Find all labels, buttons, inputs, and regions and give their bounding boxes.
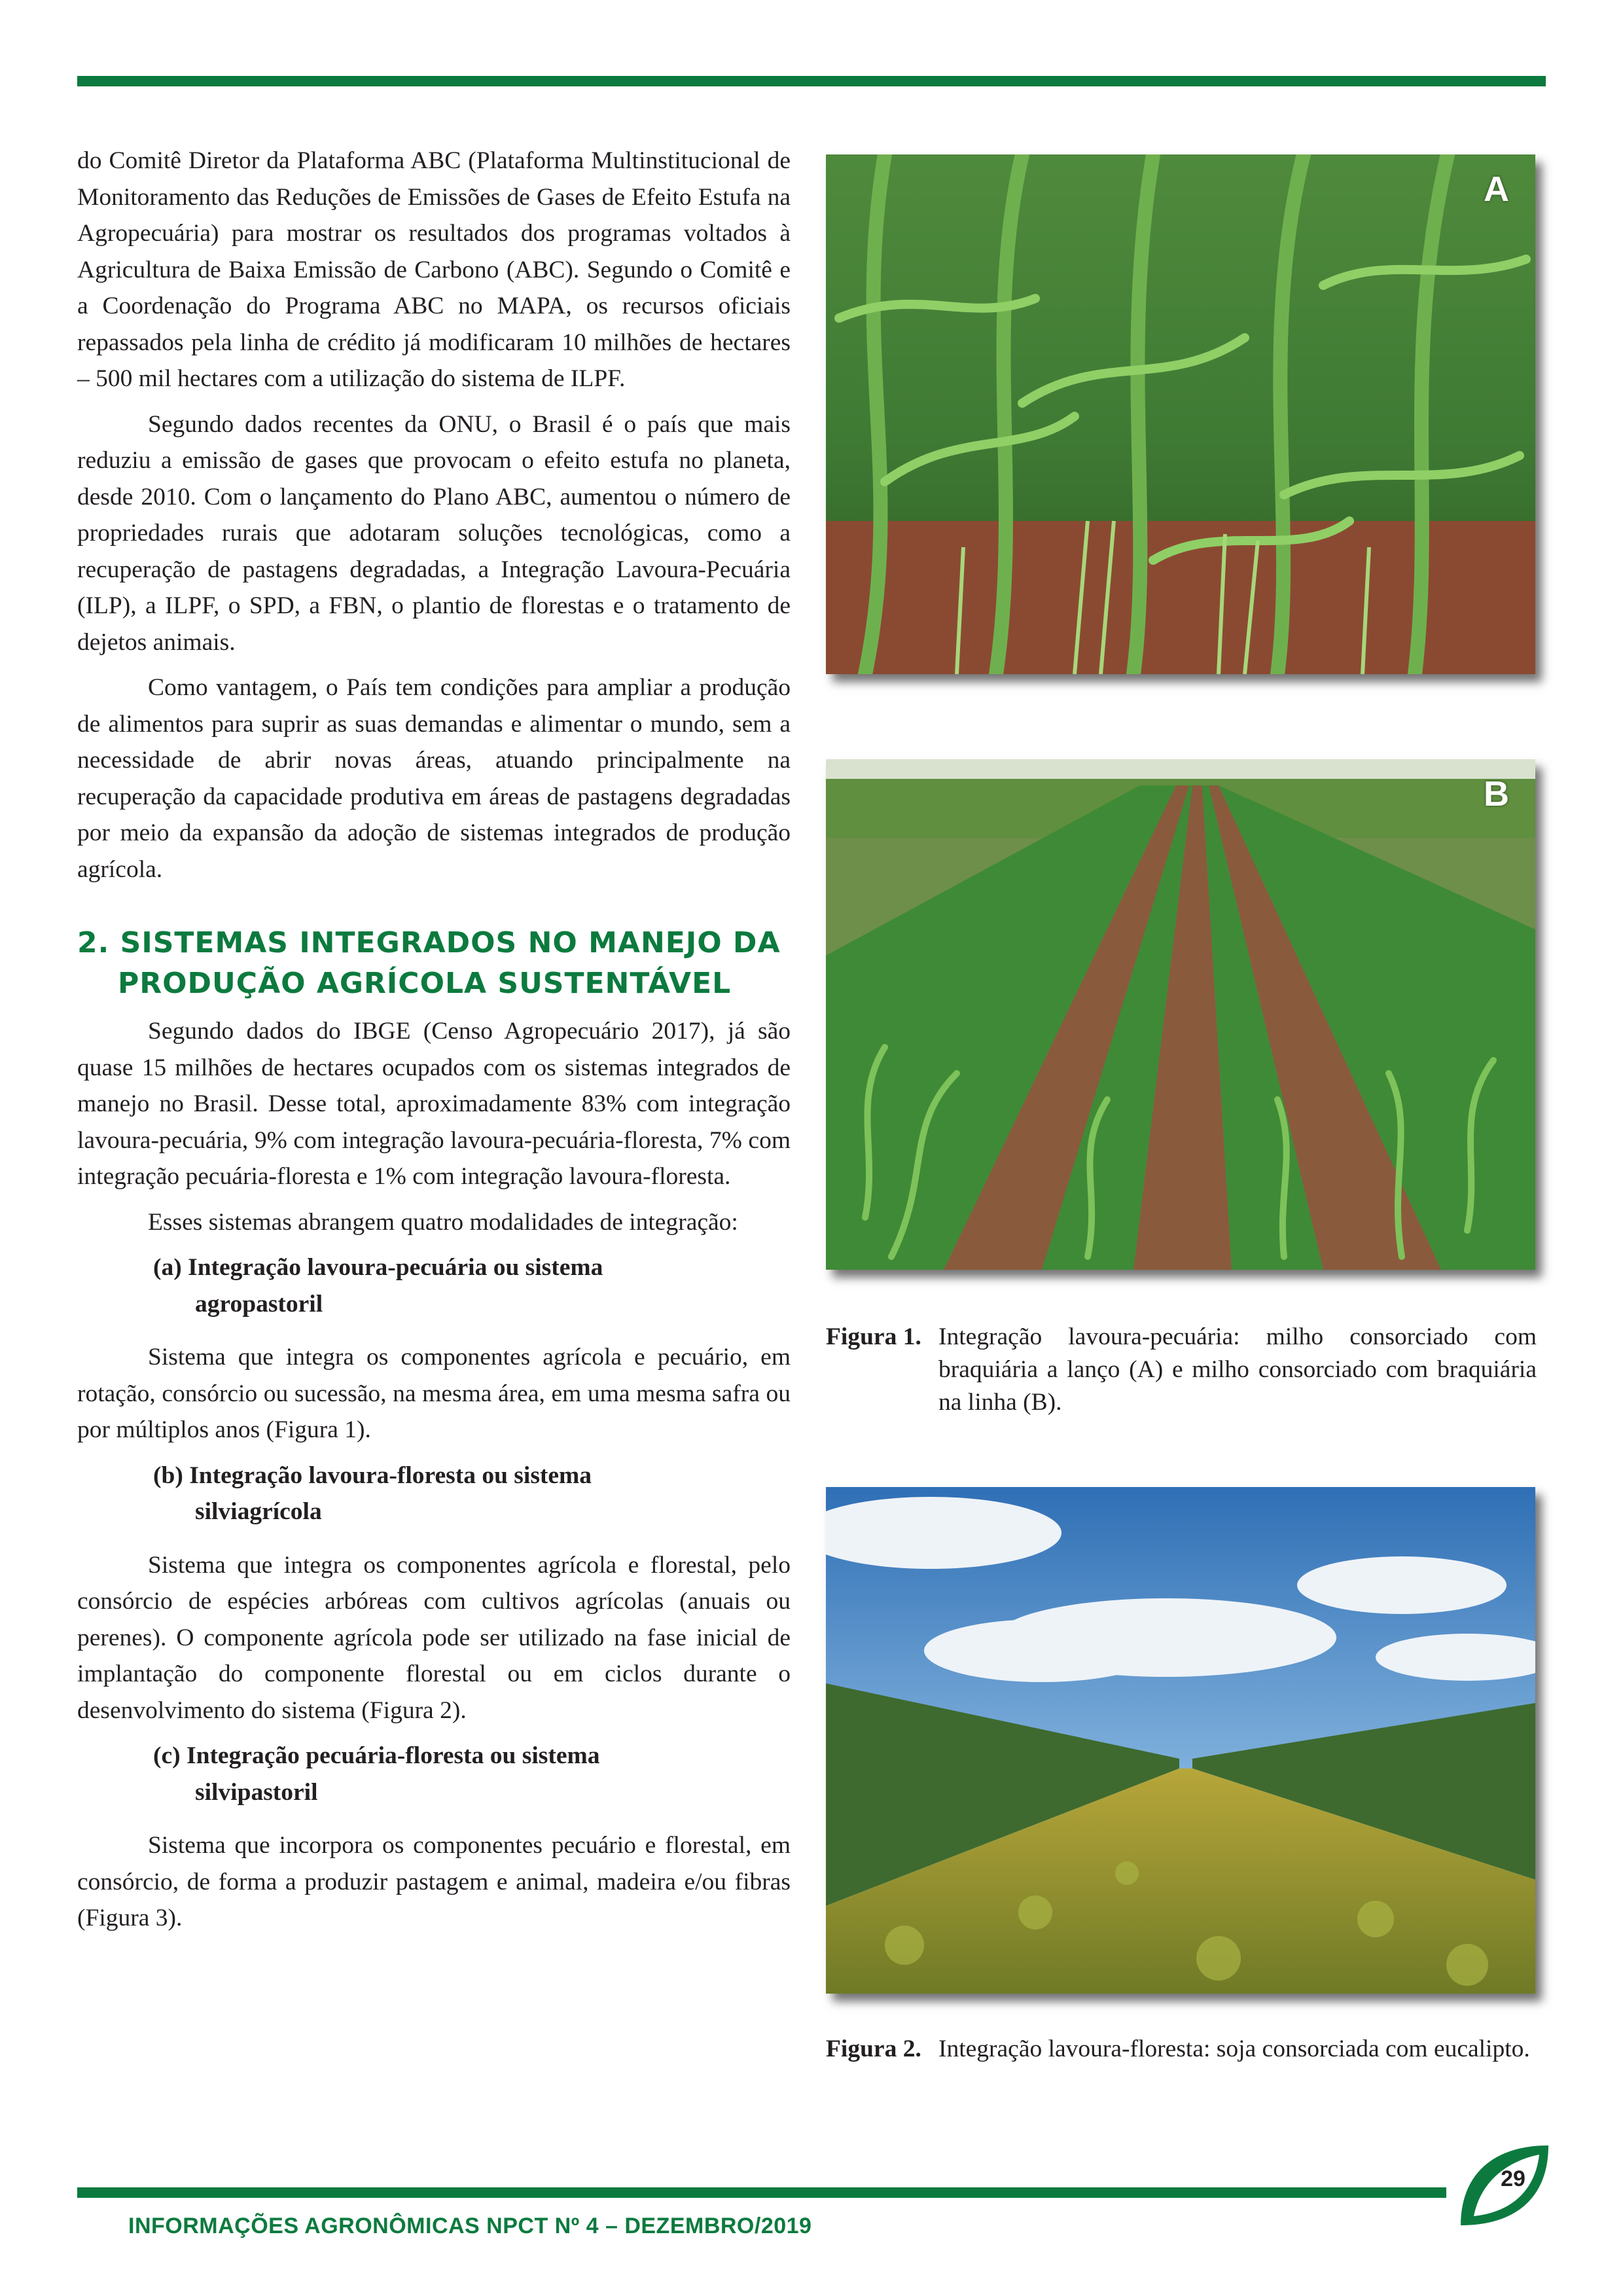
publication-footer: INFORMAÇÕES AGRONÔMICAS NPCT Nº 4 – DEZEMBRO/2019 <box>128 2214 812 2238</box>
figure2-caption-text: Integração lavoura-floresta: soja consorciada com eucalipto. <box>938 2036 1530 2062</box>
section-paragraph: Esses sistemas abrangem quatro modalidades de integração: <box>148 1208 738 1236</box>
corn-closeup-image <box>826 154 1535 674</box>
section-paragraph: Segundo dados do IBGE (Censo Agropecuário 2017), já são quase 15 milhões de hectares ocupados com os sistemas integrados de manejo no Brasil. Desse total, aproximadamente 83% com integração lavoura-pecuária, 9% com integração lavoura-pecuária-floresta, 7% com integração pecuária-floresta e 1% com integração lavoura-floresta. <box>77 1018 791 1190</box>
modality-heading-c <box>77 1738 791 1810</box>
section-heading-line: 2. SISTEMAS INTEGRADOS NO MANEJO DA <box>77 926 781 960</box>
page-number: 29 <box>1501 2166 1525 2191</box>
modality-heading-line: (a) Integração lavoura-pecuária ou sistema <box>153 1254 603 1281</box>
modality-heading-a <box>77 1249 791 1322</box>
figure1-label: Figura 1. <box>826 1323 921 1350</box>
figure1-photo-b <box>826 759 1535 1270</box>
figure2-caption <box>826 2033 1537 2066</box>
modality-text-b: Sistema que integra os componentes agrícola e florestal, pelo consórcio de espécies arbóreas com cultivos agrícolas (anuais ou perenes). O componente agrícola pode ser utilizado na fase inicial de implantação do componente florestal ou em ciclos durante o desenvolvimento do sistema (Figura 2). <box>77 1551 791 1724</box>
figure1-caption-text: Integração lavoura-pecuária: milho consorciado com braquiária a lanço (A) e milho consorciado com braquiária na linha (B). <box>938 1323 1537 1416</box>
modality-text-c: Sistema que incorpora os componentes pecuário e florestal, em consórcio, de forma a produzir pastagem e animal, madeira e/ou fibras (Figura 3). <box>77 1832 791 1931</box>
modality-heading-line: silviagrícola <box>195 1498 322 1525</box>
panel-letter-b: B <box>1484 774 1509 814</box>
section-heading-line: PRODUÇÃO AGRÍCOLA SUSTENTÁVEL <box>118 967 732 1000</box>
figure2-label: Figura 2. <box>826 2036 921 2062</box>
figure1-caption <box>826 1321 1537 1419</box>
section-heading <box>77 923 791 1004</box>
intro-paragraph: Como vantagem, o País tem condições para ampliar a produção de alimentos para suprir as suas demandas e alimentar o mundo, sem a necessidade de abrir novas áreas, atuando principalmente na recuperação da capacidade produtiva em áreas de pastagens degradadas por meio da expansão da adoção de sistemas integrados de produção agrícola. <box>77 674 791 883</box>
intro-paragraph: do Comitê Diretor da Plataforma ABC (Plataforma Multinstitucional de Monitoramento das Reduções de Emissões de Gases de Efeito Estufa na Agropecuária) para mostrar os resultados dos programas voltados à Agricultura de Baixa Emissão de Carbono (ABC). Segundo o Comitê e a Coordenação do Programa ABC no MAPA, os recursos oficiais repassados pela linha de crédito já modificaram 10 milhões de hectares – 500 mil hectares com a utilização do sistema de ILPF. <box>77 147 791 392</box>
figure2-photo <box>826 1487 1535 1994</box>
modality-heading-b <box>77 1458 791 1530</box>
main-text-column <box>77 143 791 1937</box>
bottom-rule <box>77 2187 1446 2198</box>
intro-paragraph: Segundo dados recentes da ONU, o Brasil é o país que mais reduziu a emissão de gases que provocam o efeito estufa no planeta, desde 2010. Com o lançamento do Plano ABC, aumentou o número de propriedades rurais que adotaram soluções tecnológicas, como a recuperação de pastagens degradadas, a Integração Lavoura-Pecuária (ILP), a ILPF, o SPD, a FBN, o plantio de florestas e o tratamento de dejetos animais. <box>77 410 791 656</box>
figure1-photo-a <box>826 154 1535 674</box>
panel-letter-a: A <box>1484 170 1509 209</box>
soy-eucalyptus-image <box>826 1487 1535 1994</box>
modality-heading-line: (c) Integração pecuária-floresta ou sistema <box>153 1742 600 1769</box>
modality-text-a: Sistema que integra os componentes agrícola e pecuário, em rotação, consórcio ou sucessão, na mesma área, em uma mesma safra ou por múltiplos anos (Figura 1). <box>77 1344 791 1443</box>
modality-heading-line: agropastoril <box>195 1290 323 1318</box>
top-rule <box>77 76 1546 86</box>
modality-heading-line: (b) Integração lavoura-floresta ou sistema <box>153 1462 592 1489</box>
modality-heading-line: silvipastoril <box>195 1778 318 1806</box>
corn-rows-image <box>826 759 1535 1270</box>
